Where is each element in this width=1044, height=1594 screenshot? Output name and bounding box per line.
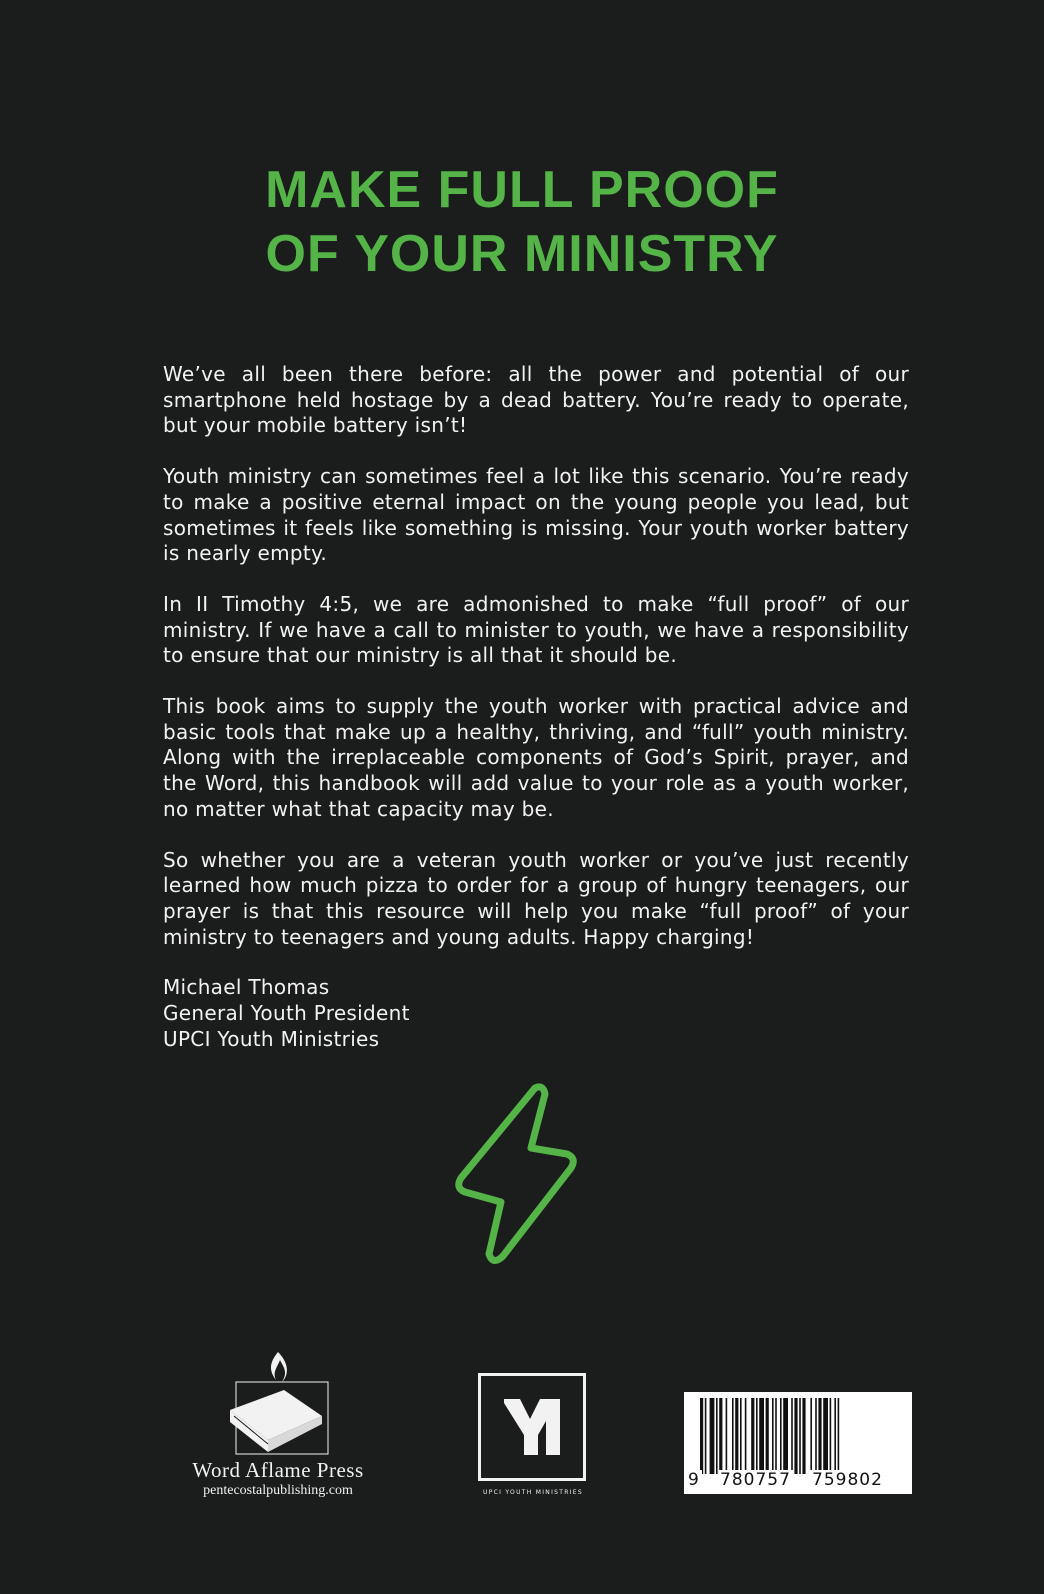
barcode-digit-first: 9 — [688, 1470, 700, 1490]
barcode-bar — [815, 1398, 817, 1474]
paragraph: This book aims to supply the youth worker with practical advice and basic tools that make up a healthy, thriving, and “full” youth ministry. Along with the irreplaceable components of God’s Spirit, prayer, and the Word, this handbook will add value to your role as a youth worker, no matter what that capacity may be. — [163, 694, 909, 821]
paragraph: In II Timothy 4:5, we are admonished to make “full proof” of our ministry. If we have a call to minister to youth, we have a responsibility to ensure that our ministry is all that it should be. — [163, 591, 909, 668]
barcode-bar — [751, 1398, 754, 1474]
barcode-bar — [838, 1398, 840, 1474]
barcode-bar — [794, 1398, 797, 1474]
barcode-bar — [705, 1398, 707, 1474]
barcode-bar — [719, 1398, 722, 1474]
barcode-bar — [766, 1398, 769, 1474]
barcode-bar — [745, 1398, 747, 1474]
barcode-bar — [834, 1398, 836, 1474]
signature-name: Michael Thomas — [163, 975, 330, 1000]
title-line-1: MAKE FULL PROOF — [265, 161, 779, 219]
signature — [163, 975, 909, 1052]
back-cover-text — [163, 362, 909, 1052]
barcode-bar — [726, 1398, 728, 1474]
book-flame-icon — [218, 1350, 338, 1456]
barcode-bar — [710, 1398, 715, 1474]
barcode-bar — [700, 1398, 703, 1474]
barcode-bar — [799, 1398, 801, 1474]
barcode-group-1: 780757 — [720, 1470, 791, 1490]
barcode-bar — [775, 1398, 777, 1474]
signature-role: General Youth President — [163, 1001, 410, 1026]
paragraph: So whether you are a veteran youth worker or you’ve just recently learned how much pizza to order for a group of hungry teenagers, our prayer is that this resource will help you make “full proof” of your ministry to teenagers and young adults. Happy charging! — [163, 847, 909, 949]
paragraph: We’ve all been there before: all the power and potential of our smartphone held hostage by a dead battery. You’re ready to operate, but your mobile battery isn’t! — [163, 362, 909, 438]
barcode-bar — [716, 1398, 718, 1474]
barcode-bar — [756, 1398, 758, 1474]
publisher-logo — [168, 1350, 388, 1500]
barcode-bar — [791, 1398, 793, 1474]
barcode-bar — [802, 1398, 805, 1474]
barcode-bar — [735, 1398, 738, 1474]
barcode-bar — [740, 1398, 742, 1474]
barcode-group-2: 759802 — [812, 1470, 883, 1490]
title-line-2: OF YOUR MINISTRY — [265, 225, 779, 283]
isbn-barcode — [684, 1392, 912, 1494]
barcode-bar — [830, 1398, 832, 1474]
ym-box — [478, 1373, 586, 1481]
barcode-bar — [732, 1398, 734, 1474]
signature-org: UPCI Youth Ministries — [163, 1026, 380, 1051]
page-title — [0, 158, 1044, 286]
upci-youth-ministries-logo — [478, 1373, 588, 1496]
paragraph: Youth ministry can sometimes feel a lot like this scenario. You’re ready to make a positive eternal impact on the young people you lead, but sometimes it feels like something is missing. Your youth worker battery is nearly empty. — [163, 464, 909, 566]
publisher-url: pentecostalpublishing.com — [203, 1483, 353, 1498]
barcode-bar — [818, 1398, 821, 1474]
barcode-bar — [810, 1398, 812, 1474]
lightning-bolt-icon — [455, 1080, 589, 1270]
publisher-name: Word Aflame Press — [192, 1458, 364, 1482]
barcode-bar — [780, 1398, 782, 1474]
barcode-bar — [759, 1398, 764, 1474]
ym-mark-icon — [500, 1395, 564, 1459]
barcode-bar — [823, 1398, 828, 1474]
ym-caption: UPCI YOUTH MINISTRIES — [483, 1489, 583, 1496]
barcode-bar — [772, 1398, 774, 1474]
barcode-bar — [783, 1398, 788, 1474]
